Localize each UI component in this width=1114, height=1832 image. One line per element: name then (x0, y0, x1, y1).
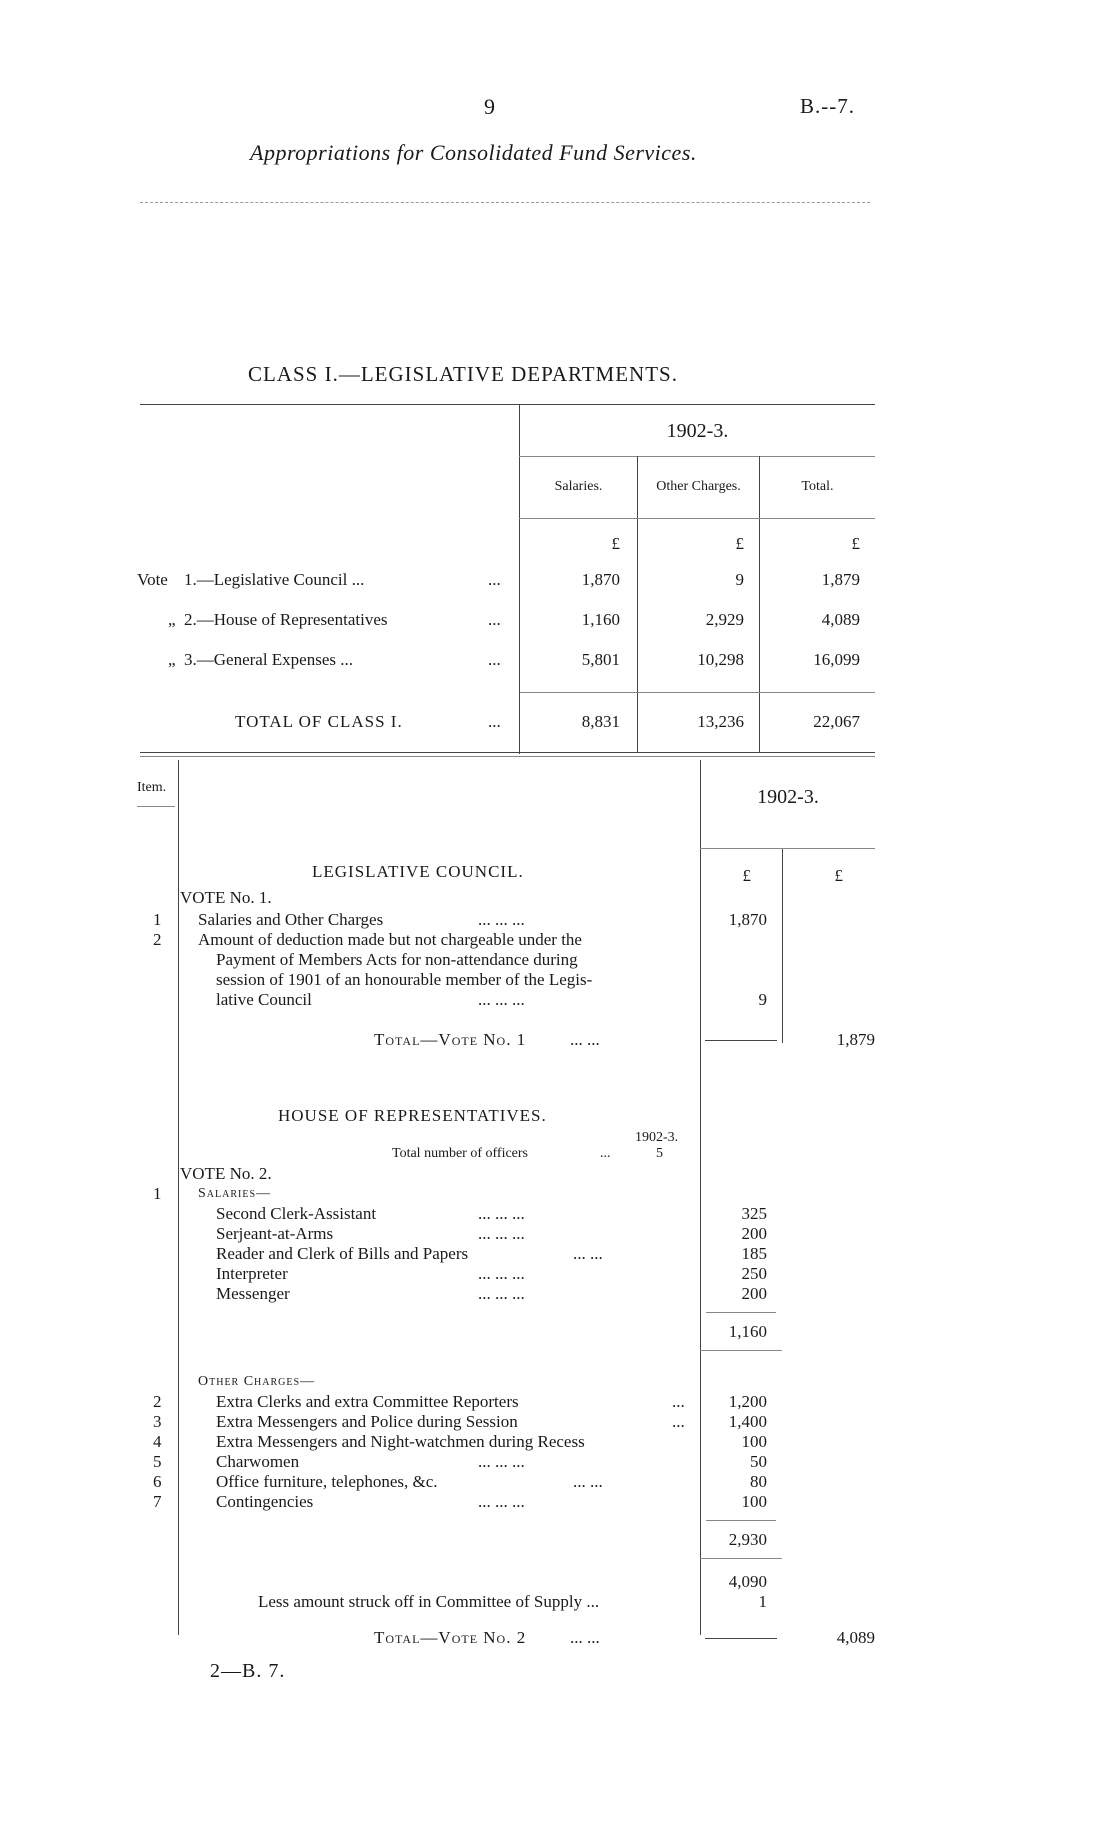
summary-year: 1902-3. (666, 420, 729, 442)
vote-total-label: Total—Vote No. 2 (374, 1628, 527, 1647)
salaries-subtotal-rule (706, 1312, 776, 1313)
charge-label: Contingencies (216, 1492, 314, 1511)
charge-amount: 100 (741, 1492, 767, 1511)
vote-heading: VOTE No. 1. (180, 888, 272, 907)
salary-label: Serjeant-at-Arms (216, 1224, 334, 1243)
detail-year-rule (700, 848, 875, 849)
salaries-heading: Salaries— (198, 1186, 272, 1201)
leader-dots: ... ... ... (478, 1284, 525, 1303)
currency-other: £ (735, 534, 744, 553)
vote-label: 1.—Legislative Council ... (184, 570, 365, 589)
other-subtotal-rule (706, 1520, 776, 1521)
vote-label: 3.—General Expenses ... (184, 650, 354, 669)
leader-dots: ... ... ... (478, 910, 525, 929)
item-amount: 9 (758, 990, 767, 1009)
summary-heading: CLASS I.—LEGISLATIVE DEPARTMENTS. (248, 362, 678, 386)
salaries-value: 1,870 (581, 570, 620, 589)
item-label: Salaries and Other Charges (198, 910, 384, 929)
currency-left: £ (742, 866, 751, 885)
leader-dots: ... (672, 1392, 685, 1411)
leader-dots: ... (488, 610, 501, 629)
class-total-label: TOTAL OF CLASS I. (235, 712, 403, 731)
class-total-total: 22,067 (813, 712, 860, 731)
summary-top-rule (140, 404, 875, 405)
item-number: 7 (153, 1492, 162, 1511)
vote-total-label: Total—Vote No. 1 (374, 1030, 527, 1049)
leader-dots: ... ... (570, 1628, 600, 1647)
other-charges-value: 9 (735, 570, 744, 589)
vote-total-amount: 4,089 (836, 1628, 875, 1647)
salary-amount: 200 (741, 1224, 767, 1243)
charge-label: Extra Messengers and Police during Session (216, 1412, 518, 1431)
leader-dots: ... (488, 712, 501, 731)
officers-count: 5 (656, 1146, 663, 1161)
leader-dots: ... (672, 1412, 685, 1431)
item-header-rule (137, 806, 175, 807)
item-label-line: Amount of deduction made but not chargeable under the (198, 930, 582, 949)
page-signature: 2—B. 7. (210, 1660, 286, 1682)
summary-bottom-rule-2 (140, 756, 875, 757)
vote-heading: VOTE No. 2. (180, 1164, 272, 1183)
class-total-other: 13,236 (697, 712, 744, 731)
legislative-council-heading: LEGISLATIVE COUNCIL. (312, 862, 524, 881)
salary-amount: 250 (741, 1264, 767, 1283)
item-column-divider (178, 760, 179, 1635)
salary-label: Reader and Clerk of Bills and Papers (216, 1244, 469, 1263)
charge-amount: 100 (741, 1432, 767, 1451)
total-value: 1,879 (821, 570, 860, 589)
charge-label: Extra Clerks and extra Committee Reporters (216, 1392, 519, 1411)
charge-amount: 1,400 (728, 1412, 767, 1431)
leader-dots: ... ... ... (478, 1224, 525, 1243)
other-charges-value: 2,929 (705, 610, 744, 629)
leader-dots: ... (488, 570, 501, 589)
gross-amount: 4,090 (728, 1572, 767, 1591)
summary-col-divider-1 (637, 456, 638, 752)
class-total-salaries: 8,831 (581, 712, 620, 731)
total-dash-rule (705, 1638, 777, 1639)
col-other-charges: Other Charges. (656, 479, 741, 494)
document-reference: B.--7. (800, 94, 855, 118)
vote-prefix: „ (168, 610, 176, 629)
charge-label: Extra Messengers and Night-watchmen during Recess (216, 1432, 585, 1451)
total-dash-rule (705, 1040, 777, 1041)
salary-label: Interpreter (216, 1264, 288, 1283)
house-heading: HOUSE OF REPRESENTATIVES. (278, 1106, 547, 1125)
leader-dots: ... ... ... (478, 1492, 525, 1511)
leader-dots: ... ... (573, 1472, 603, 1491)
officers-year: 1902-3. (635, 1130, 679, 1145)
item-number: 1 (153, 910, 162, 929)
other-charges-heading: Other Charges— (198, 1374, 316, 1389)
detail-year: 1902-3. (757, 786, 819, 808)
item-number: 6 (153, 1472, 162, 1491)
charge-label: Charwomen (216, 1452, 300, 1471)
other-charges-subtotal: 2,930 (728, 1530, 767, 1549)
summary-bottom-rule (140, 752, 875, 753)
salary-label: Second Clerk-Assistant (216, 1204, 377, 1223)
summary-year-rule (519, 456, 875, 457)
leader-dots: ... (488, 650, 501, 669)
officers-label: Total number of officers (392, 1146, 528, 1161)
leader-dots: ... ... (570, 1030, 600, 1049)
currency-right: £ (834, 866, 843, 885)
leader-dots: ... ... (573, 1244, 603, 1263)
charge-amount: 50 (750, 1452, 767, 1471)
page-number: 9 (484, 94, 495, 119)
salary-label: Messenger (216, 1284, 290, 1303)
salary-amount: 200 (741, 1284, 767, 1303)
charge-amount: 1,200 (728, 1392, 767, 1411)
currency-salaries: £ (611, 534, 620, 553)
header-rule (140, 202, 870, 203)
item-number: 4 (153, 1432, 162, 1451)
salaries-subtotal-bottom-rule (700, 1350, 782, 1351)
vote-prefix: „ (168, 650, 176, 669)
salaries-subtotal: 1,160 (728, 1322, 767, 1341)
vote-label: 2.—House of Representatives (184, 610, 388, 629)
item-label-line: lative Council (216, 990, 312, 1009)
summary-col-divider-2 (759, 456, 760, 752)
charge-label: Office furniture, telephones, &c. (216, 1472, 438, 1491)
leader-dots: ... ... ... (478, 1264, 525, 1283)
item-amount: 1,870 (728, 910, 767, 929)
item-label-line: session of 1901 of an honourable member of the Legis- (216, 970, 593, 989)
item-number: 2 (153, 1392, 162, 1411)
vote-total-amount: 1,879 (836, 1030, 875, 1049)
item-number: 5 (153, 1452, 162, 1471)
other-charges-value: 10,298 (697, 650, 744, 669)
summary-colhead-rule (519, 518, 875, 519)
other-subtotal-bottom-rule (700, 1558, 782, 1559)
currency-total: £ (851, 534, 860, 553)
item-number: 1 (153, 1184, 162, 1203)
salaries-value: 5,801 (581, 650, 620, 669)
total-value: 4,089 (821, 610, 860, 629)
less-amount-label: Less amount struck off in Committee of Supply ... (258, 1592, 600, 1611)
leader-dots: ... ... ... (478, 990, 525, 1009)
item-label-line: Payment of Members Acts for non-attendance during (216, 950, 578, 969)
less-amount: 1 (758, 1592, 767, 1611)
item-number: 3 (153, 1412, 162, 1431)
item-header: Item. (137, 780, 167, 795)
leader-dots: ... ... ... (478, 1452, 525, 1471)
charge-amount: 80 (750, 1472, 767, 1491)
page-title: Appropriations for Consolidated Fund Services. (250, 140, 697, 165)
salaries-value: 1,160 (581, 610, 620, 629)
leader-dots: ... ... ... (478, 1204, 525, 1223)
col-salaries: Salaries. (554, 479, 603, 494)
summary-total-rule (520, 692, 875, 693)
salary-amount: 185 (741, 1244, 767, 1263)
total-value: 16,099 (813, 650, 860, 669)
item-number: 2 (153, 930, 162, 949)
leader-dots: ... (600, 1146, 611, 1161)
col-total: Total. (801, 479, 834, 494)
salary-amount: 325 (741, 1204, 767, 1223)
vote-prefix: Vote (137, 570, 168, 589)
